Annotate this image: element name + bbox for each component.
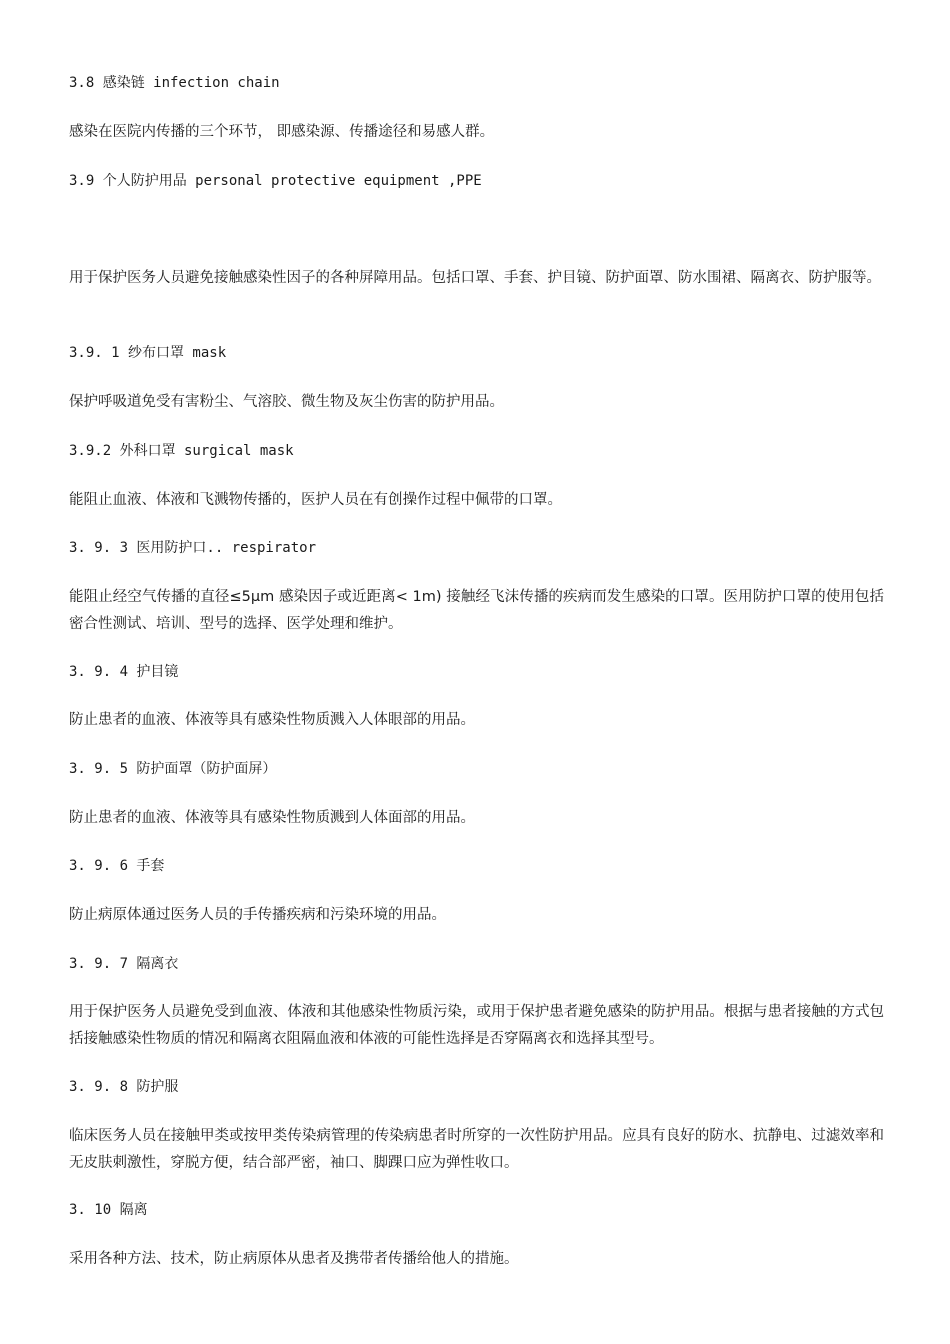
section-text-3-9-4: 防止患者的血液、体液等具有感染性物质溅入人体眼部的用品。 [69, 712, 475, 728]
section-heading-3-9-5: 3. 9. 5 防护面罩（防护面屏） [69, 761, 277, 777]
section-text-3-9-2: 能阻止血液、体液和飞溅物传播的，医护人员在有创操作过程中佩带的口罩。 [69, 492, 562, 508]
section-heading-3-9-4: 3. 9. 4 护目镜 [69, 664, 179, 680]
section-text-3-9-8: 临床医务人员在接触甲类或按甲类传染病管理的传染病患者时所穿的一次性防护用品。应具有良好的防水、抗静电、过滤效率和无皮肤刺激性，穿脱方便，结合部严密，袖口、脚踝口应为弹性收口。 [69, 1128, 884, 1171]
section-text-3-9-1: 保护呼吸道免受有害粉尘、气溶胶、微生物及灰尘伤害的防护用品。 [69, 394, 504, 410]
section-heading-3-9-7: 3. 9. 7 隔离衣 [69, 956, 179, 972]
section-heading-3-10: 3. 10 隔离 [69, 1202, 148, 1218]
section-text-3-9: 用于保护医务人员避免接触感染性因子的各种屏障用品。包括口罩、手套、护目镜、防护面罩、防水围裙、隔离衣、防护服等。 [69, 270, 881, 286]
section-heading-3-9-3: 3. 9. 3 医用防护口.. respirator [69, 540, 317, 556]
section-text-3-8: 感染在医院内传播的三个环节， 即感染源、传播途径和易感人群。 [69, 124, 495, 140]
section-text-3-9-6: 防止病原体通过医务人员的手传播疾病和污染环境的用品。 [69, 907, 446, 923]
section-heading-3-9: 3.9 个人防护用品 personal protective equipment ,PPE [69, 173, 482, 189]
section-heading-3-9-2: 3.9.2 外科口罩 surgical mask [69, 443, 294, 459]
section-heading-3-8: 3.8 感染链 infection chain [69, 75, 280, 91]
section-text-3-9-3: 能阻止经空气传播的直径≤5μm 感染因子或近距离< 1m) 接触经飞沫传播的疾病而发生感染的口罩。医用防护口罩的使用包括密合性测试、培训、型号的选择、医学处理和维护。 [69, 589, 884, 632]
section-heading-3-9-1: 3.9. 1 纱布口罩 mask [69, 345, 227, 361]
section-text-3-9-5: 防止患者的血液、体液等具有感染性物质溅到人体面部的用品。 [69, 810, 475, 826]
section-heading-3-9-6: 3. 9. 6 手套 [69, 858, 165, 874]
section-text-3-9-7: 用于保护医务人员避免受到血液、体液和其他感染性物质污染，或用于保护患者避免感染的防护用品。根据与患者接触的方式包括接触感染性物质的情况和隔离衣阻隔血液和体液的可能性选择是否穿隔离衣和选择其型号。 [69, 1004, 884, 1047]
section-text-3-10: 采用各种方法、技术，防止病原体从患者及携带者传播给他人的措施。 [69, 1251, 519, 1267]
section-heading-3-9-8: 3. 9. 8 防护服 [69, 1079, 179, 1095]
